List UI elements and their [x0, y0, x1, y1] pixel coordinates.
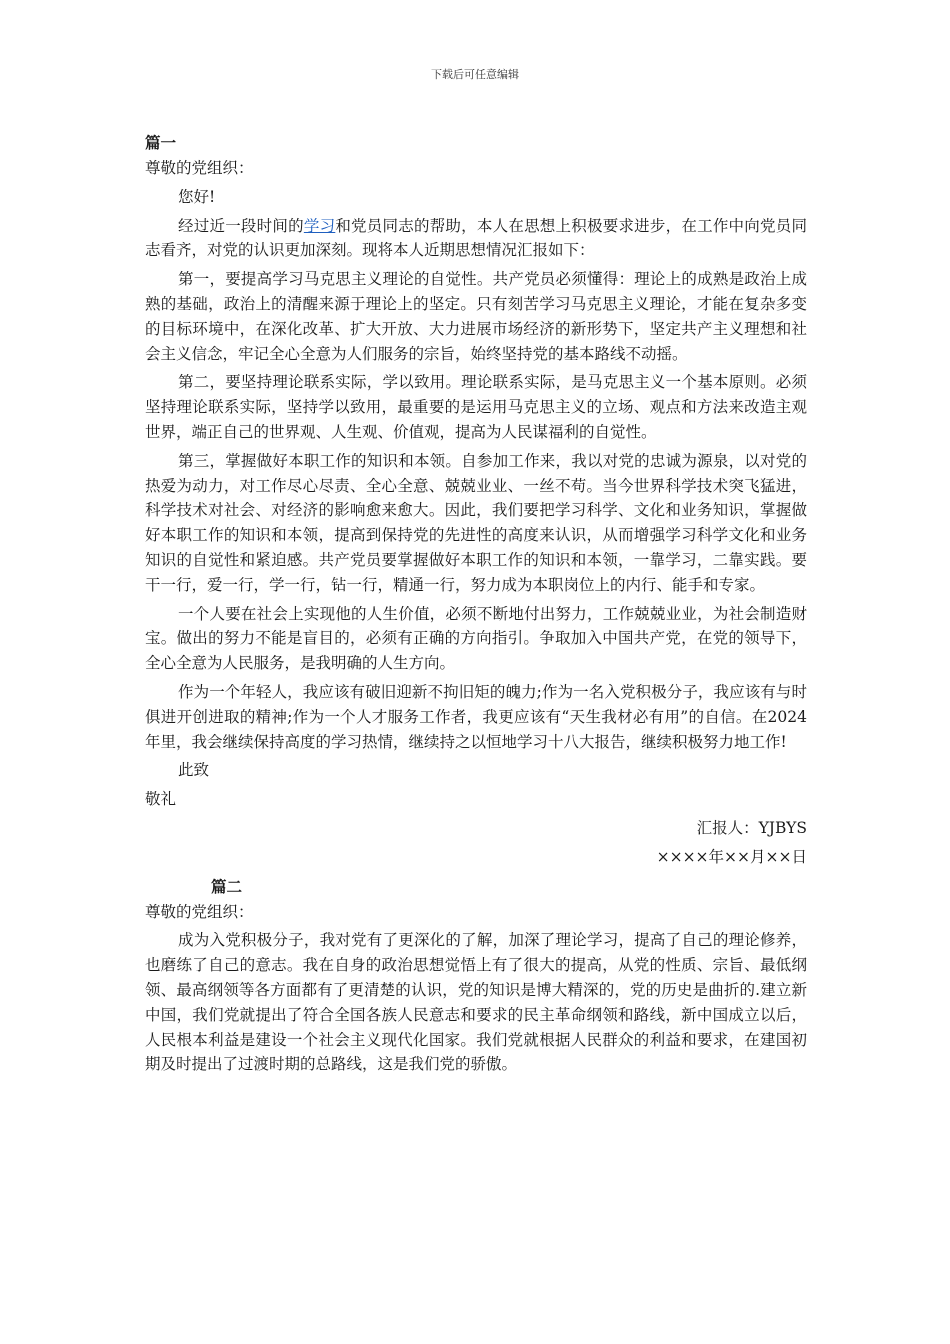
- greeting: 您好!: [178, 187, 216, 206]
- closing-cizhi: 此致: [178, 761, 210, 780]
- intro-paragraph: [145, 214, 807, 264]
- salutation-2: 尊敬的党组织：: [145, 902, 254, 921]
- signature: 汇报人：YJBYS: [696, 818, 807, 837]
- paragraph-3: 第三，掌握做好本职工作的知识和本领。自参加工作来，我以对党的忠诚为源泉，以对党的热爱为动力，对工作尽心尽责、全心全意、兢兢业业、一丝不苟。当今世界科学技术突飞猛进，科学技术对社会、对经济的影响愈来愈大。因此，我们要把学习科学、文化和业务知识，掌握做好本职工作的知识和本领，提高到保持党的先进性的高度来认识，从而增强学习科学文化和业务知识的自觉性和紧迫感。共产党员要掌握做好本职工作的知识和本领，一靠学习，二靠实践。要干一行，爱一行，学一行，钻一行，精通一行，努力成为本职岗位上的内行、能手和专家。: [145, 451, 807, 594]
- section-title-2: 篇二: [211, 876, 243, 896]
- page-header-note: 下载后可任意编辑: [431, 68, 519, 81]
- date-line: ××××年××月××日: [656, 847, 807, 866]
- closing-jingli: 敬礼: [145, 790, 177, 809]
- paragraph-5: 作为一个年轻人，我应该有破旧迎新不拘旧矩的魄力;作为一名入党积极分子，我应该有与时俱进开创进取的精神;作为一个人才服务工作者，我更应该有“天生我材必有用”的自信。在2024年里，我会继续保持高度的学习热情，继续持之以恒地学习十八大报告，继续积极努力地工作!: [145, 682, 807, 751]
- part2-paragraph-1: 成为入党积极分子，我对党有了更深化的了解，加深了理论学习，提高了自己的理论修养，也磨练了自己的意志。我在自身的政治思想觉悟上有了很大的提高，从党的性质、宗旨、最低纲领、最高纲领等各方面都有了更清楚的认识，党的知识是博大精深的，党的历史是曲折的.建立新中国，我们党就提出了符合全国各族人民意志和要求的民主革命纲领和路线，新中国成立以后，人民根本利益是建设一个社会主义现代化国家。我们党就根据人民群众的利益和要求，在建国初期及时提出了过渡时期的总路线，这是我们党的骄傲。: [145, 931, 807, 1074]
- paragraph-4: 一个人要在社会上实现他的人生价值，必须不断地付出努力，工作兢兢业业，为社会制造财宝。做出的努力不能是盲目的，必须有正确的方向指引。争取加入中国共产党，在党的领导下，全心全意为人民服务，是我明确的人生方向。: [145, 604, 807, 673]
- section-title-1: 篇一: [145, 133, 177, 152]
- salutation-1: 尊敬的党组织：: [145, 159, 254, 177]
- intro-pre: 经过近一段时间的: [178, 216, 304, 235]
- document-body: [145, 130, 807, 1081]
- study-link[interactable]: 学习: [303, 216, 336, 235]
- paragraph-2: 第二，要坚持理论联系实际，学以致用。理论联系实际，是马克思主义一个基本原则。必须坚持理论联系实际，坚持学以致用，最重要的是运用马克思主义的立场、观点和方法来改造主观世界，端正自己的世界观、人生观、价值观，提高为人民谋福利的自觉性。: [145, 373, 807, 441]
- paragraph-1: 第一，要提高学习马克思主义理论的自觉性。共产党员必须懂得：理论上的成熟是政治上成熟的基础，政治上的清醒来源于理论上的坚定。只有刻苦学习马克思主义理论，才能在复杂多变的目标环境中，在深化改革、扩大开放、大力进展市场经济的新形势下，坚定共产主义理想和社会主义信念，牢记全心全意为人们服务的宗旨，始终坚持党的基本路线不动摇。: [145, 270, 807, 363]
- intro-post: 和党员同志的帮助，本人在思想上积极要求进步，在工作中向党员同志看齐，对党的认识更加深刻。现将本人近期思想情况汇报如下：: [145, 216, 807, 260]
